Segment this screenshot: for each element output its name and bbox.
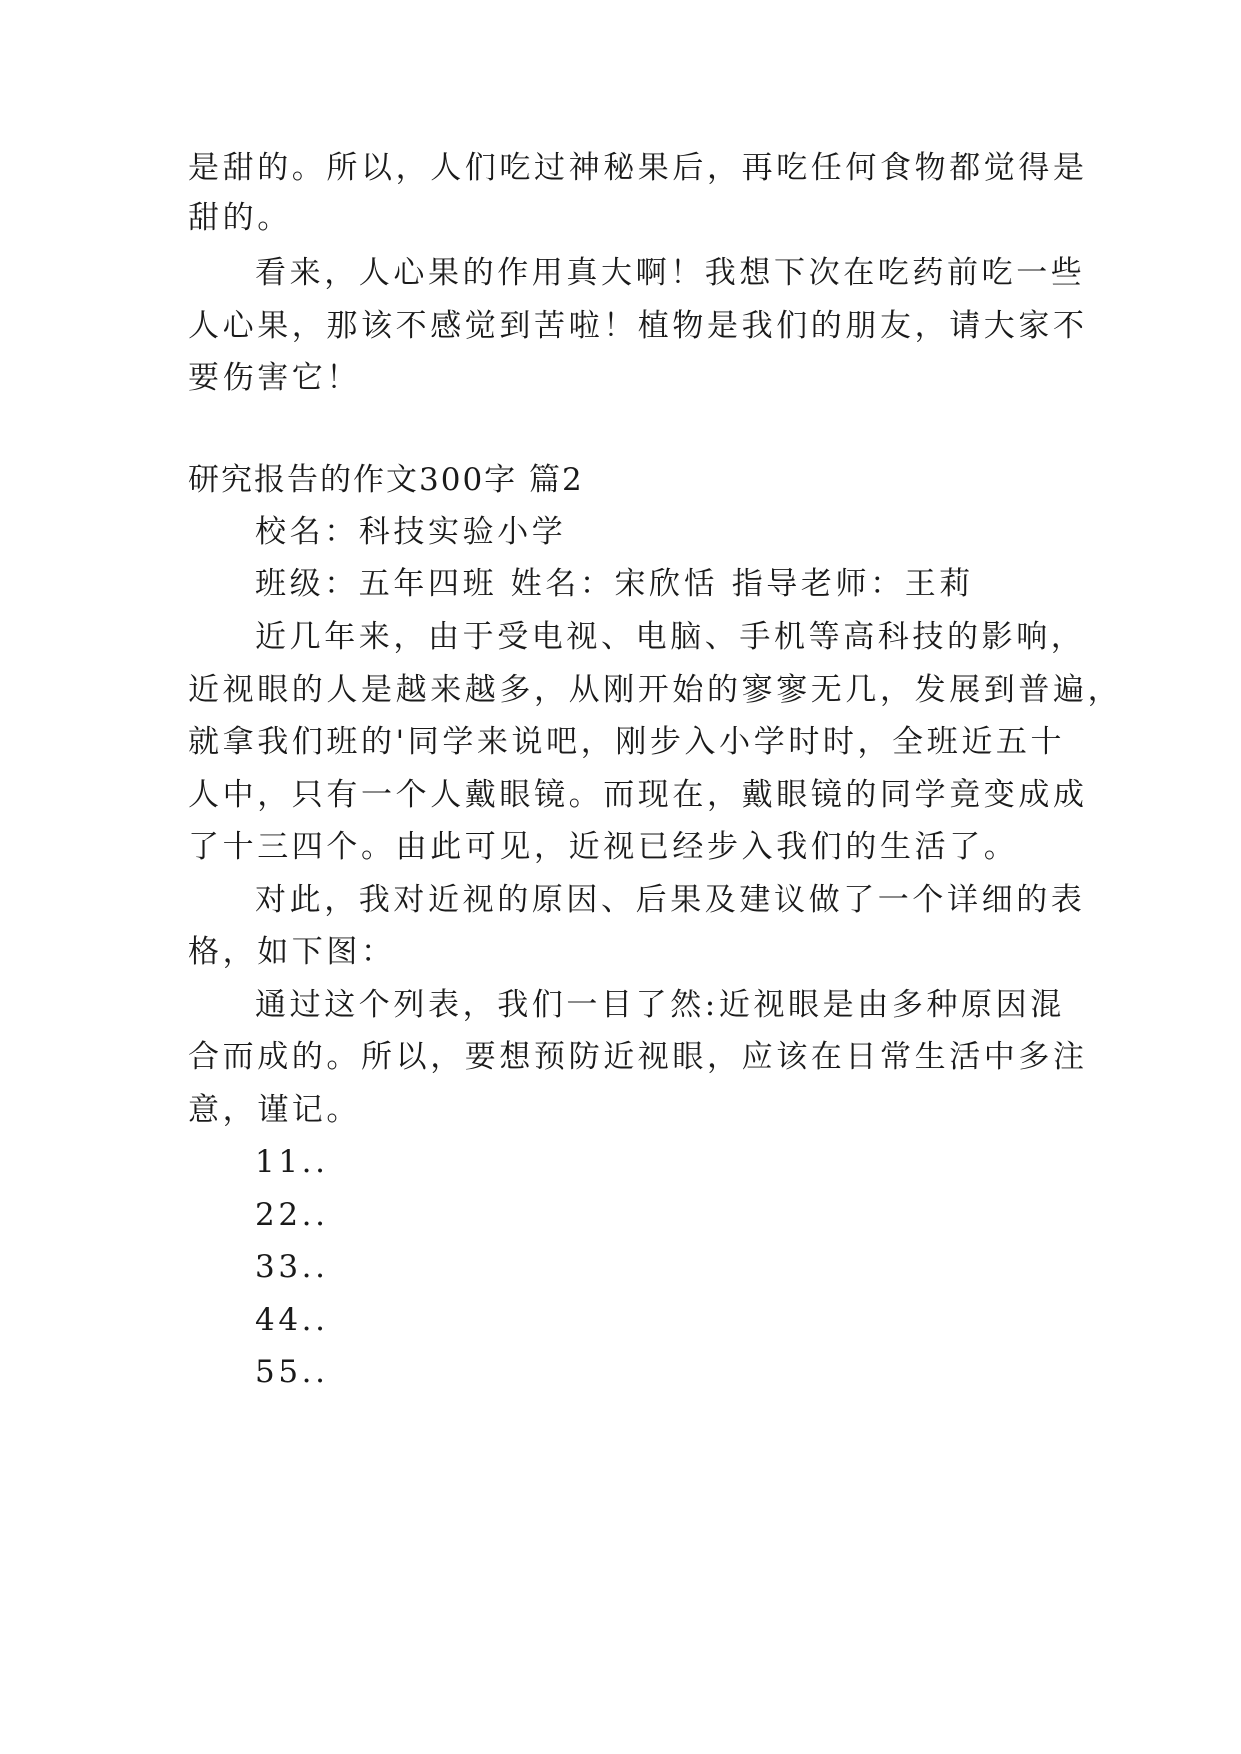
list-item: 33..: [255, 1249, 329, 1285]
class-line: 班级：五年四班 姓名：宋欣恬 指导老师：王莉: [255, 566, 974, 602]
list-item: 11..: [255, 1144, 329, 1180]
paragraph-line: 人心果，那该不感觉到苦啦！植物是我们的朋友，请大家不: [188, 308, 1088, 344]
paragraph-line: 通过这个列表，我们一目了然:近视眼是由多种原因混: [255, 987, 1065, 1023]
list-item: 55..: [255, 1354, 329, 1390]
paragraph-line: 合而成的。所以，要想预防近视眼，应该在日常生活中多注: [188, 1039, 1088, 1075]
paragraph-line: 近几年来，由于受电视、电脑、手机等高科技的影响，: [255, 619, 1086, 655]
paragraph-line: 看来，人心果的作用真大啊！我想下次在吃药前吃一些: [255, 255, 1086, 291]
school-line: 校名：科技实验小学: [255, 514, 567, 550]
paragraph-line: 对此，我对近视的原因、后果及建议做了一个详细的表: [255, 882, 1086, 918]
paragraph-line: 意，谨记。: [188, 1092, 361, 1128]
list-item: 22..: [255, 1197, 329, 1233]
paragraph-line: 就拿我们班的'同学来说吧，刚步入小学时时，全班近五十: [188, 724, 1066, 760]
paragraph-line: 了十三四个。由此可见，近视已经步入我们的生活了。: [188, 829, 1019, 865]
paragraph-line: 要伤害它！: [188, 360, 361, 396]
paragraph-line: 格，如下图：: [188, 934, 396, 970]
paragraph-line: 是甜的。所以，人们吃过神秘果后，再吃任何食物都觉得是: [188, 150, 1088, 186]
paragraph-line: 人中，只有一个人戴眼镜。而现在，戴眼镜的同学竟变成成: [188, 777, 1088, 813]
paragraph-line: 甜的。: [188, 200, 292, 236]
section-heading: 研究报告的作文300字 篇2: [188, 462, 584, 498]
list-item: 44..: [255, 1302, 329, 1338]
paragraph-line: 近视眼的人是越来越多，从刚开始的寥寥无几，发展到普遍，: [188, 672, 1123, 708]
